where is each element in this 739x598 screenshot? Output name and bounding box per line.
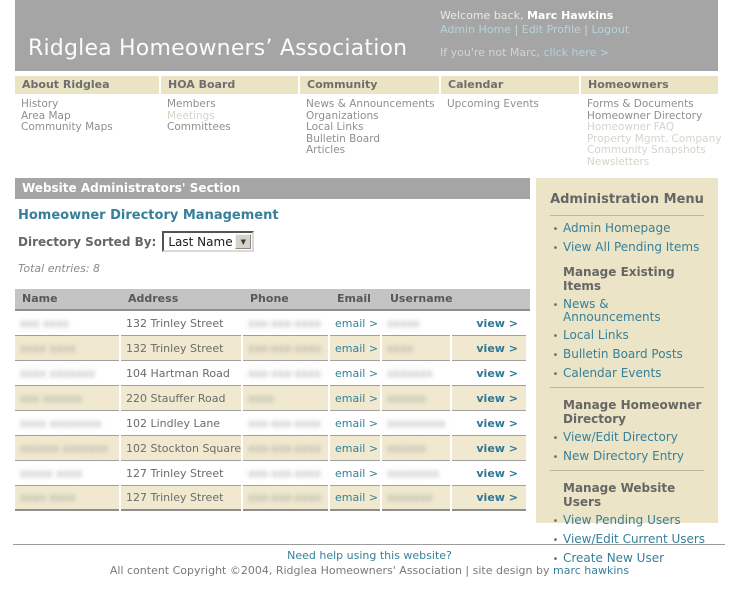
- column-header-address: Address: [128, 292, 179, 305]
- view-cell: [452, 461, 526, 486]
- bullet-icon: •: [552, 331, 559, 342]
- nav-header-label: Homeowners: [588, 78, 669, 91]
- name-cell: xxxx xxxxxxxx: [15, 411, 119, 436]
- bullet-icon: •: [552, 535, 559, 546]
- sort-select[interactable]: [162, 231, 254, 252]
- view-cell: [452, 311, 526, 336]
- directory-table: [15, 311, 530, 511]
- username-cell: xxxxxxxxx: [382, 411, 450, 436]
- username-cell: xxxxxx: [382, 386, 450, 411]
- nav-header-label: Calendar: [448, 78, 504, 91]
- nav-link-property-mgmt: Property Mgmt. Company: [587, 132, 722, 145]
- sidebar-link[interactable]: Admin Homepage: [563, 221, 671, 235]
- user-name: Marc Hawkins: [526, 9, 614, 22]
- view-cell: [452, 386, 526, 411]
- admin-section-bar: [15, 178, 530, 199]
- view-link[interactable]: view >: [476, 391, 518, 405]
- phone-cell: xxx-xxx-xxxx: [243, 486, 328, 511]
- page-title: Homeowner Directory Management: [18, 208, 279, 223]
- sidebar-item-local-links[interactable]: [548, 329, 706, 343]
- address-cell: 220 Stauffer Road: [121, 386, 241, 411]
- sidebar-link[interactable]: New Directory Entry: [563, 449, 685, 463]
- link-separator: |: [584, 23, 588, 36]
- table-row: [15, 461, 530, 486]
- table-header: [15, 289, 530, 311]
- table-row: [15, 361, 530, 386]
- nav-column-community: [306, 99, 435, 157]
- column-header-email: Email: [337, 292, 371, 305]
- welcome-line: [440, 9, 629, 23]
- email-link[interactable]: email >: [335, 391, 379, 405]
- email-cell: [330, 361, 380, 386]
- view-link[interactable]: view >: [476, 441, 518, 455]
- sidebar-link[interactable]: View/Edit Current Users: [563, 532, 706, 546]
- username-cell: xxxxxxx: [382, 361, 450, 386]
- divider: [550, 387, 704, 388]
- table-row: [15, 311, 530, 336]
- nav-column-homeowners: [587, 99, 721, 168]
- bullet-icon: •: [552, 433, 559, 444]
- sidebar-title: Administration Menu: [550, 192, 704, 207]
- email-cell: [330, 461, 380, 486]
- sidebar-item-bulletin-board-posts[interactable]: [548, 348, 706, 362]
- bullet-icon: •: [552, 350, 559, 361]
- email-cell: [330, 336, 380, 361]
- divider: [550, 470, 704, 471]
- name-cell: xxx xxxxxx: [15, 386, 119, 411]
- nav-header-label: HOA Board: [168, 78, 236, 91]
- sidebar-link[interactable]: Calendar Events: [563, 366, 662, 380]
- username-cell: xxxxxxx: [382, 486, 450, 511]
- address-cell: 127 Trinley Street: [121, 486, 241, 511]
- phone-cell: xxx-xxx-xxxx: [243, 436, 328, 461]
- column-header-phone: Phone: [250, 292, 289, 305]
- email-cell: [330, 436, 380, 461]
- sidebar-link[interactable]: View All Pending Items: [563, 240, 700, 254]
- name-cell: xxxxx xxxx: [15, 461, 119, 486]
- nav-link-articles[interactable]: Articles: [306, 144, 346, 156]
- nav-link-community-snapshots: Community Snapshots: [587, 144, 706, 156]
- nav-link-meetings: Meetings: [167, 109, 215, 122]
- nav-header-homeowners: [581, 76, 718, 94]
- nav-header-label: About Ridglea: [22, 78, 110, 91]
- nav-link-members[interactable]: Members: [167, 98, 216, 110]
- sidebar-link[interactable]: Bulletin Board Posts: [563, 347, 683, 361]
- bullet-icon: •: [552, 224, 559, 235]
- sort-label: Directory Sorted By:: [18, 234, 157, 249]
- table-row: [15, 386, 530, 411]
- help-line: [0, 549, 739, 562]
- nav-link-organizations[interactable]: Organizations: [306, 109, 379, 122]
- nav-link-bulletin-board[interactable]: Bulletin Board: [306, 132, 381, 145]
- sidebar-item-view-pending-items[interactable]: [548, 241, 706, 255]
- copyright-line: [0, 564, 739, 577]
- edit-profile-link[interactable]: Edit Profile: [521, 23, 581, 36]
- username-cell: xxxxx: [382, 311, 450, 336]
- sidebar-heading-manage-existing: Manage Existing Items: [563, 265, 675, 293]
- name-cell: xxx xxxx: [15, 311, 119, 336]
- bullet-icon: •: [552, 300, 559, 311]
- sidebar-item-new-directory-entry[interactable]: [548, 450, 706, 464]
- bullet-icon: •: [552, 554, 559, 565]
- nav-header-about: [15, 76, 159, 94]
- nav-column-about: [21, 99, 113, 134]
- sort-select-value: Last Name: [168, 234, 233, 249]
- phone-cell: xxxx: [243, 386, 328, 411]
- view-cell: [452, 336, 526, 361]
- email-link[interactable]: email >: [335, 441, 379, 455]
- view-cell: [452, 486, 526, 511]
- divider: [550, 215, 704, 216]
- email-link[interactable]: email >: [335, 341, 379, 355]
- column-header-name: Name: [22, 292, 58, 305]
- table-row: [15, 486, 530, 511]
- sidebar-item-admin-homepage[interactable]: [548, 222, 706, 236]
- nav-header-hoa-board: [161, 76, 298, 94]
- footer-divider: [13, 544, 725, 545]
- welcome-block: [440, 9, 629, 60]
- name-cell: xxxx xxxx: [15, 486, 119, 511]
- bullet-icon: •: [552, 516, 559, 527]
- email-cell: [330, 311, 380, 336]
- nav-link-history[interactable]: History: [21, 98, 59, 110]
- bullet-icon: •: [552, 369, 559, 380]
- address-cell: 132 Trinley Street: [121, 311, 241, 336]
- view-cell: [452, 361, 526, 386]
- nav-link-upcoming-events[interactable]: Upcoming Events: [447, 98, 539, 110]
- nav-header-community: [300, 76, 439, 94]
- nav-link-homeowner-faq: Homeowner FAQ: [587, 121, 675, 133]
- sidebar-link[interactable]: News & Announcements: [563, 297, 661, 324]
- address-cell: 102 Lindley Lane: [121, 411, 241, 436]
- column-header-username: Username: [390, 292, 453, 305]
- sidebar-item-news-announcements[interactable]: [548, 298, 706, 324]
- username-cell: xxxxxx: [382, 436, 450, 461]
- email-link[interactable]: email >: [335, 316, 379, 330]
- view-link[interactable]: view >: [476, 491, 518, 504]
- admin-home-link[interactable]: Admin Home: [440, 23, 512, 36]
- table-row: [15, 411, 530, 436]
- phone-cell: xxx-xxx-xxxx: [243, 461, 328, 486]
- address-cell: 104 Hartman Road: [121, 361, 241, 386]
- nav-link-newsletters: Newsletters: [587, 155, 650, 168]
- nav-link-community-maps[interactable]: Community Maps: [21, 121, 113, 133]
- nav-link-news[interactable]: News & Announcements: [306, 98, 435, 110]
- nav-link-forms-documents[interactable]: Forms & Documents: [587, 98, 694, 110]
- not-you-prefix: If you're not Marc,: [440, 46, 544, 59]
- sort-row: [18, 231, 254, 252]
- email-cell: [330, 386, 380, 411]
- view-cell: [452, 436, 526, 461]
- administration-menu: [536, 178, 718, 565]
- email-link[interactable]: email >: [335, 466, 379, 480]
- nav-link-homeowner-directory[interactable]: Homeowner Directory: [587, 109, 703, 122]
- email-cell: [330, 411, 380, 436]
- nav-link-committees[interactable]: Committees: [167, 121, 231, 133]
- bullet-icon: •: [552, 243, 559, 254]
- nav-column-calendar: [447, 99, 539, 111]
- address-cell: 132 Trinley Street: [121, 336, 241, 361]
- address-cell: 127 Trinley Street: [121, 461, 241, 486]
- sidebar-link[interactable]: Create New User: [563, 551, 665, 565]
- phone-cell: xxx-xxx-xxxx: [243, 361, 328, 386]
- site-title: Ridglea Homeowners’ Association: [28, 36, 408, 61]
- name-cell: xxxxxx xxxxxxx: [15, 436, 119, 461]
- copyright-text: All content Copyright ©2004, Ridglea Homeowners' Association | site design by: [109, 564, 553, 577]
- welcome-prefix: Welcome back,: [440, 9, 527, 22]
- email-cell: [330, 486, 380, 511]
- username-cell: xxxxxxxx: [382, 461, 450, 486]
- email-link[interactable]: email >: [335, 491, 379, 504]
- sidebar-heading-manage-directory: Manage Homeowner Directory: [563, 398, 702, 426]
- click-here-link[interactable]: click here >: [543, 46, 610, 59]
- total-entries: Total entries: 8: [18, 262, 101, 275]
- sidebar-link[interactable]: Local Links: [563, 328, 629, 342]
- nav-column-hoa-board: [167, 99, 231, 134]
- name-cell: xxxx xxxx: [15, 336, 119, 361]
- site-header: [15, 0, 718, 71]
- user-links: [440, 23, 629, 37]
- email-link[interactable]: email >: [335, 366, 379, 380]
- view-link[interactable]: view >: [476, 416, 518, 430]
- not-you-line: [440, 46, 629, 60]
- username-cell: xxxx: [382, 336, 450, 361]
- bullet-icon: •: [552, 452, 559, 463]
- link-separator: |: [514, 23, 519, 36]
- admin-section-title: Website Administrators' Section: [22, 181, 241, 195]
- sidebar-heading-manage-users: Manage Website Users: [563, 481, 676, 509]
- view-link[interactable]: view >: [476, 316, 518, 330]
- sidebar-item-view-edit-directory[interactable]: [548, 431, 706, 445]
- phone-cell: xxx-xxx-xxxx: [243, 336, 328, 361]
- phone-cell: xxx-xxx-xxxx: [243, 411, 328, 436]
- view-cell: [452, 411, 526, 436]
- nav-link-area-map[interactable]: Area Map: [21, 109, 71, 122]
- nav-header-calendar: [441, 76, 579, 94]
- designer-link[interactable]: marc hawkins: [552, 564, 630, 577]
- view-link[interactable]: view >: [476, 466, 518, 480]
- table-row: [15, 336, 530, 361]
- sidebar-item-view-pending-users[interactable]: [548, 514, 706, 528]
- table-row: [15, 436, 530, 461]
- nav-header-label: Community: [307, 78, 378, 91]
- view-link[interactable]: view >: [476, 366, 518, 380]
- view-link[interactable]: view >: [476, 341, 518, 355]
- sidebar-link[interactable]: View/Edit Directory: [563, 430, 678, 444]
- logout-link[interactable]: Logout: [591, 23, 630, 36]
- nav-link-local-links[interactable]: Local Links: [306, 121, 364, 133]
- name-cell: xxxx xxxxxxx: [15, 361, 119, 386]
- address-cell: 102 Stockton Square: [121, 436, 241, 461]
- phone-cell: xxx-xxx-xxxx: [243, 311, 328, 336]
- sidebar-item-calendar-events[interactable]: [548, 367, 706, 381]
- chevron-down-icon[interactable]: ▼: [235, 234, 251, 249]
- email-link[interactable]: email >: [335, 416, 379, 430]
- help-link[interactable]: Need help using this website?: [287, 549, 452, 562]
- sidebar-link[interactable]: View Pending Users: [563, 513, 681, 527]
